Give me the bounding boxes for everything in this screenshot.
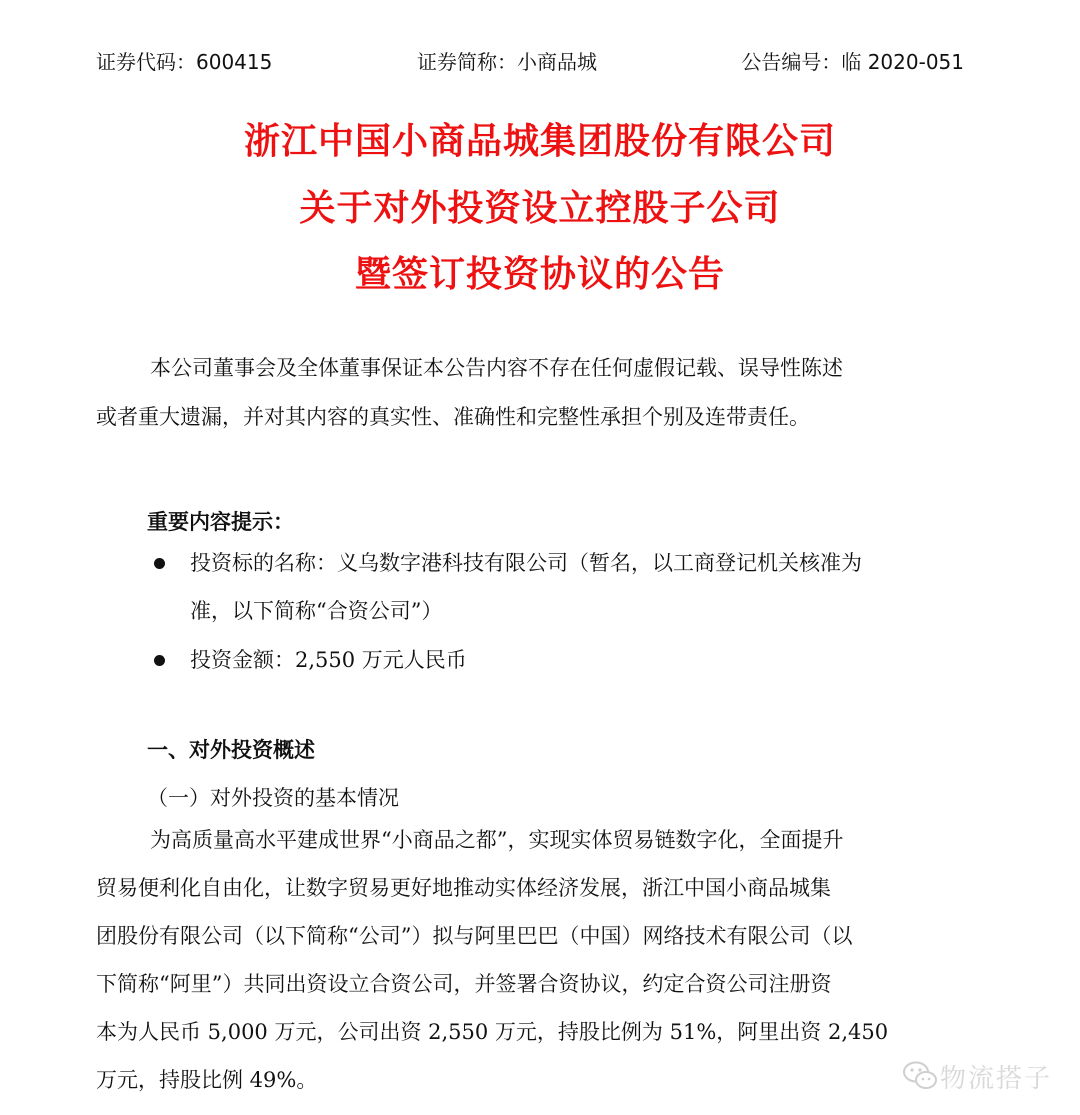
highlights-heading: 重要内容提示： <box>147 510 294 534</box>
body-line: 为高质量高水平建成世界“小商品之都”，实现实体贸易链数字化，全面提升 <box>150 828 844 852</box>
highlight-item-1-line-2: 准，以下简称“合资公司”） <box>190 599 443 623</box>
bullet-icon <box>154 655 165 666</box>
body-line: 团股份有限公司（以下简称“公司”）拟与阿里巴巴（中国）网络技术有限公司（以 <box>96 924 853 948</box>
body-line: 下简称“阿里”）共同出资设立合资公司，并签署合资协议，约定合资公司注册资 <box>96 972 832 996</box>
notice-number: 公告编号：临 2020-051 <box>741 50 964 74</box>
section-1-heading: 一、对外投资概述 <box>147 738 315 762</box>
highlight-item-1-line-1: 投资标的名称：义乌数字港科技有限公司（暂名，以工商登记机关核准为 <box>190 551 862 575</box>
wechat-icon <box>902 1060 938 1092</box>
section-1-sub-heading: （一）对外投资的基本情况 <box>147 786 399 810</box>
statement-line-2: 或者重大遗漏，并对其内容的真实性、准确性和完整性承担个别及连带责任。 <box>96 405 810 429</box>
security-short-name: 证券简称：小商品城 <box>417 50 597 74</box>
watermark-text: 物流搭子 <box>940 1064 1053 1094</box>
body-line: 万元，持股比例 49%。 <box>96 1068 318 1092</box>
title-line-1: 浙江中国小商品城集团股份有限公司 <box>243 121 836 162</box>
watermark <box>902 1040 1072 1110</box>
highlight-item-2: 投资金额：2,550 万元人民币 <box>190 648 467 672</box>
bullet-icon <box>154 558 165 569</box>
title-line-3: 暨签订投资协议的公告 <box>354 254 725 295</box>
body-line: 贸易便利化自由化，让数字贸易更好地推动实体经济发展，浙江中国小商品城集 <box>96 876 831 900</box>
security-code: 证券代码：600415 <box>96 50 273 74</box>
title-line-2: 关于对外投资设立控股子公司 <box>299 188 781 229</box>
document-header <box>0 40 1080 76</box>
statement-line-1: 本公司董事会及全体董事保证本公告内容不存在任何虚假记载、误导性陈述 <box>150 356 843 380</box>
body-line: 本为人民币 5,000 万元，公司出资 2,550 万元，持股比例为 51%，阿里出资 2,450 <box>96 1020 889 1044</box>
